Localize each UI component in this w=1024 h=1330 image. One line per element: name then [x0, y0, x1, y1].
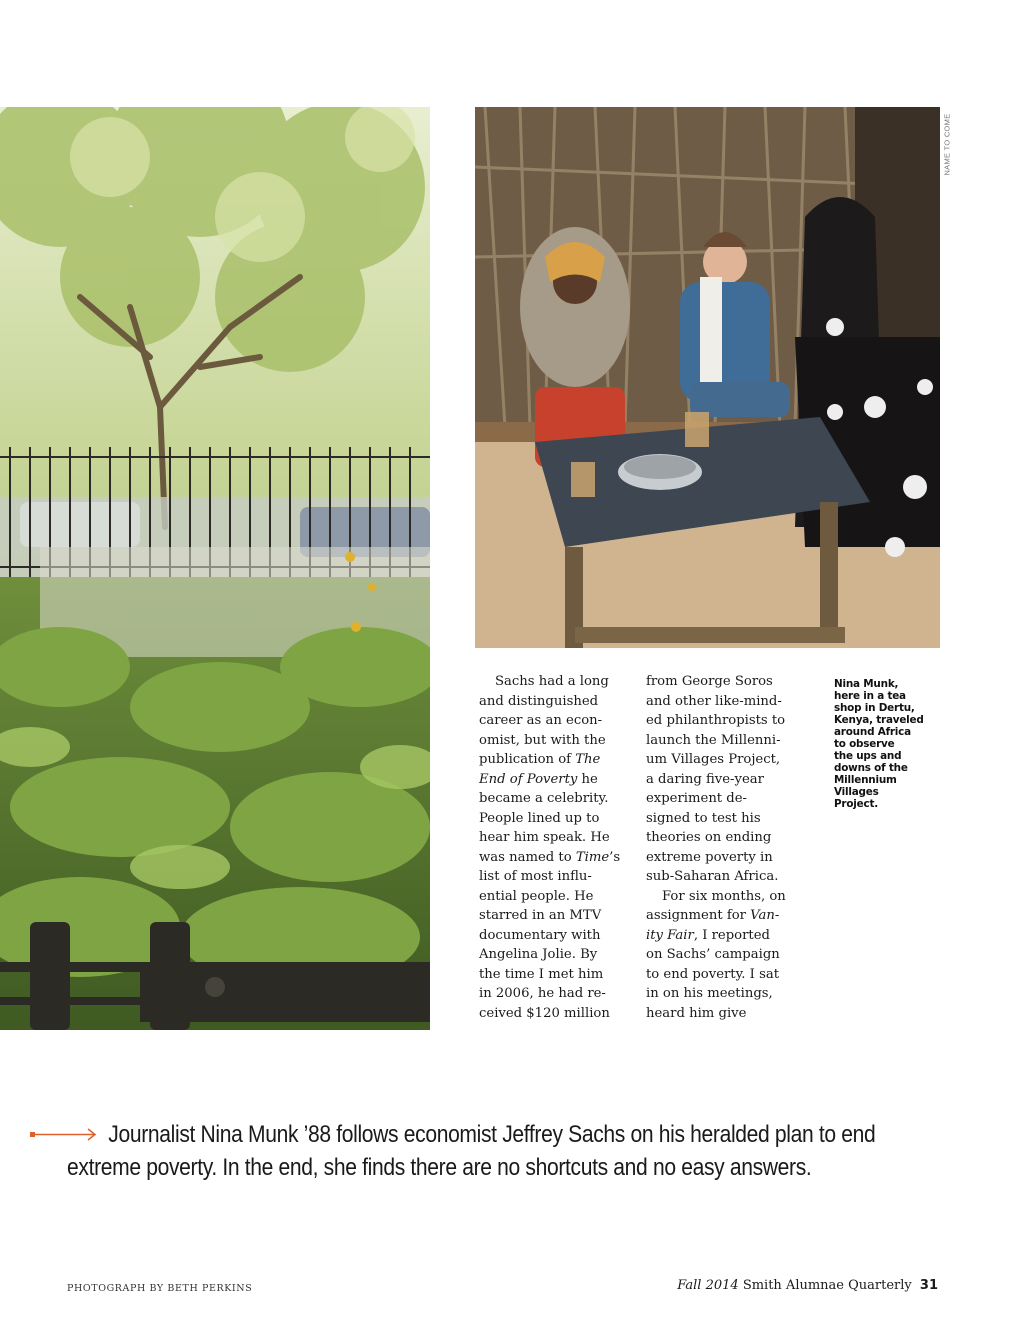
text-line: hear him speak. He — [479, 830, 610, 845]
caption-line: the ups and — [834, 750, 902, 762]
text-line: People lined up to — [479, 810, 600, 826]
text-line: heard him give — [646, 1005, 747, 1021]
article-dek — [67, 1118, 876, 1184]
body-paragraph — [479, 672, 627, 1023]
text-line: For six months, on — [662, 888, 786, 904]
body-paragraph — [646, 672, 794, 887]
text-line: ential people. He — [479, 888, 594, 904]
text-line: list of most influ- — [479, 869, 592, 884]
text-line: in on his meetings, — [646, 986, 773, 1001]
text-line: um Villages Project, — [646, 752, 781, 767]
text-line: experiment de- — [646, 791, 748, 806]
text-line: Sachs had a long — [495, 674, 609, 689]
issue-season: Fall 2014 — [677, 1278, 739, 1293]
page-number: 31 — [919, 1278, 938, 1293]
page-folio — [677, 1278, 938, 1293]
text-line: ceived $120 million — [479, 1005, 610, 1021]
caption-line: shop in Dertu, — [834, 702, 915, 714]
garden-photo — [0, 107, 430, 1030]
text-line: the time I met him — [479, 966, 604, 982]
caption-line: Millennium — [834, 774, 897, 786]
caption-line: Villages — [834, 786, 879, 798]
caption-line: around Africa — [834, 726, 911, 738]
dek-line: Journalist Nina Munk ’88 follows economist Jeffrey Sachs on his heralded plan to end — [108, 1121, 876, 1148]
text-line: was named to Time’s — [479, 849, 621, 865]
text-line: signed to test his — [646, 810, 761, 826]
text-line: career as an econ- — [479, 713, 603, 728]
text-line: on Sachs’ campaign — [646, 947, 780, 962]
tea-shop-photo — [475, 107, 940, 648]
caption-line: Kenya, traveled — [834, 714, 924, 726]
caption-line: downs of the — [834, 762, 908, 774]
text-line: in 2006, he had re- — [479, 986, 606, 1001]
text-line: Angelina Jolie. By — [479, 947, 598, 962]
photo-credit-vertical: NAME TO COME — [942, 113, 952, 176]
text-line: omist, but with the — [479, 732, 606, 748]
caption-line: to observe — [834, 738, 895, 750]
text-line: documentary with — [479, 927, 601, 943]
text-line: ity Fair, I reported — [646, 927, 770, 943]
text-line: and other like-mind- — [646, 693, 782, 709]
photo-caption — [834, 678, 944, 810]
text-line: and distinguished — [479, 693, 599, 709]
text-line: publication of The — [479, 752, 601, 767]
text-line: ed philanthropists to — [646, 713, 786, 728]
caption-line: here in a tea — [834, 690, 906, 702]
text-line: to end poverty. I sat — [646, 966, 780, 982]
text-line: starred in an MTV — [479, 908, 602, 923]
text-line: from George Soros — [646, 674, 773, 689]
dek-line: extreme poverty. In the end, she finds there are no shortcuts and no easy answers. — [67, 1154, 812, 1181]
text-line: extreme poverty in — [646, 849, 773, 865]
text-line: sub-Saharan Africa. — [646, 869, 779, 884]
body-paragraph — [646, 887, 794, 1024]
caption-line: Project. — [834, 798, 878, 810]
photo-credit: PHOTOGRAPH BY BETH PERKINS — [67, 1283, 253, 1294]
text-line: End of Poverty he — [479, 771, 598, 787]
text-line: assignment for Van- — [646, 908, 780, 923]
publication-name: Smith Alumnae Quarterly — [742, 1278, 912, 1293]
body-column-2 — [646, 672, 794, 1023]
text-line: theories on ending — [646, 830, 772, 845]
body-column-1 — [479, 672, 627, 1023]
caption-line: Nina Munk, — [834, 678, 899, 690]
text-line: became a celebrity. — [479, 791, 609, 806]
text-line: a daring five-year — [646, 771, 764, 787]
text-line: launch the Millenni- — [646, 732, 781, 748]
